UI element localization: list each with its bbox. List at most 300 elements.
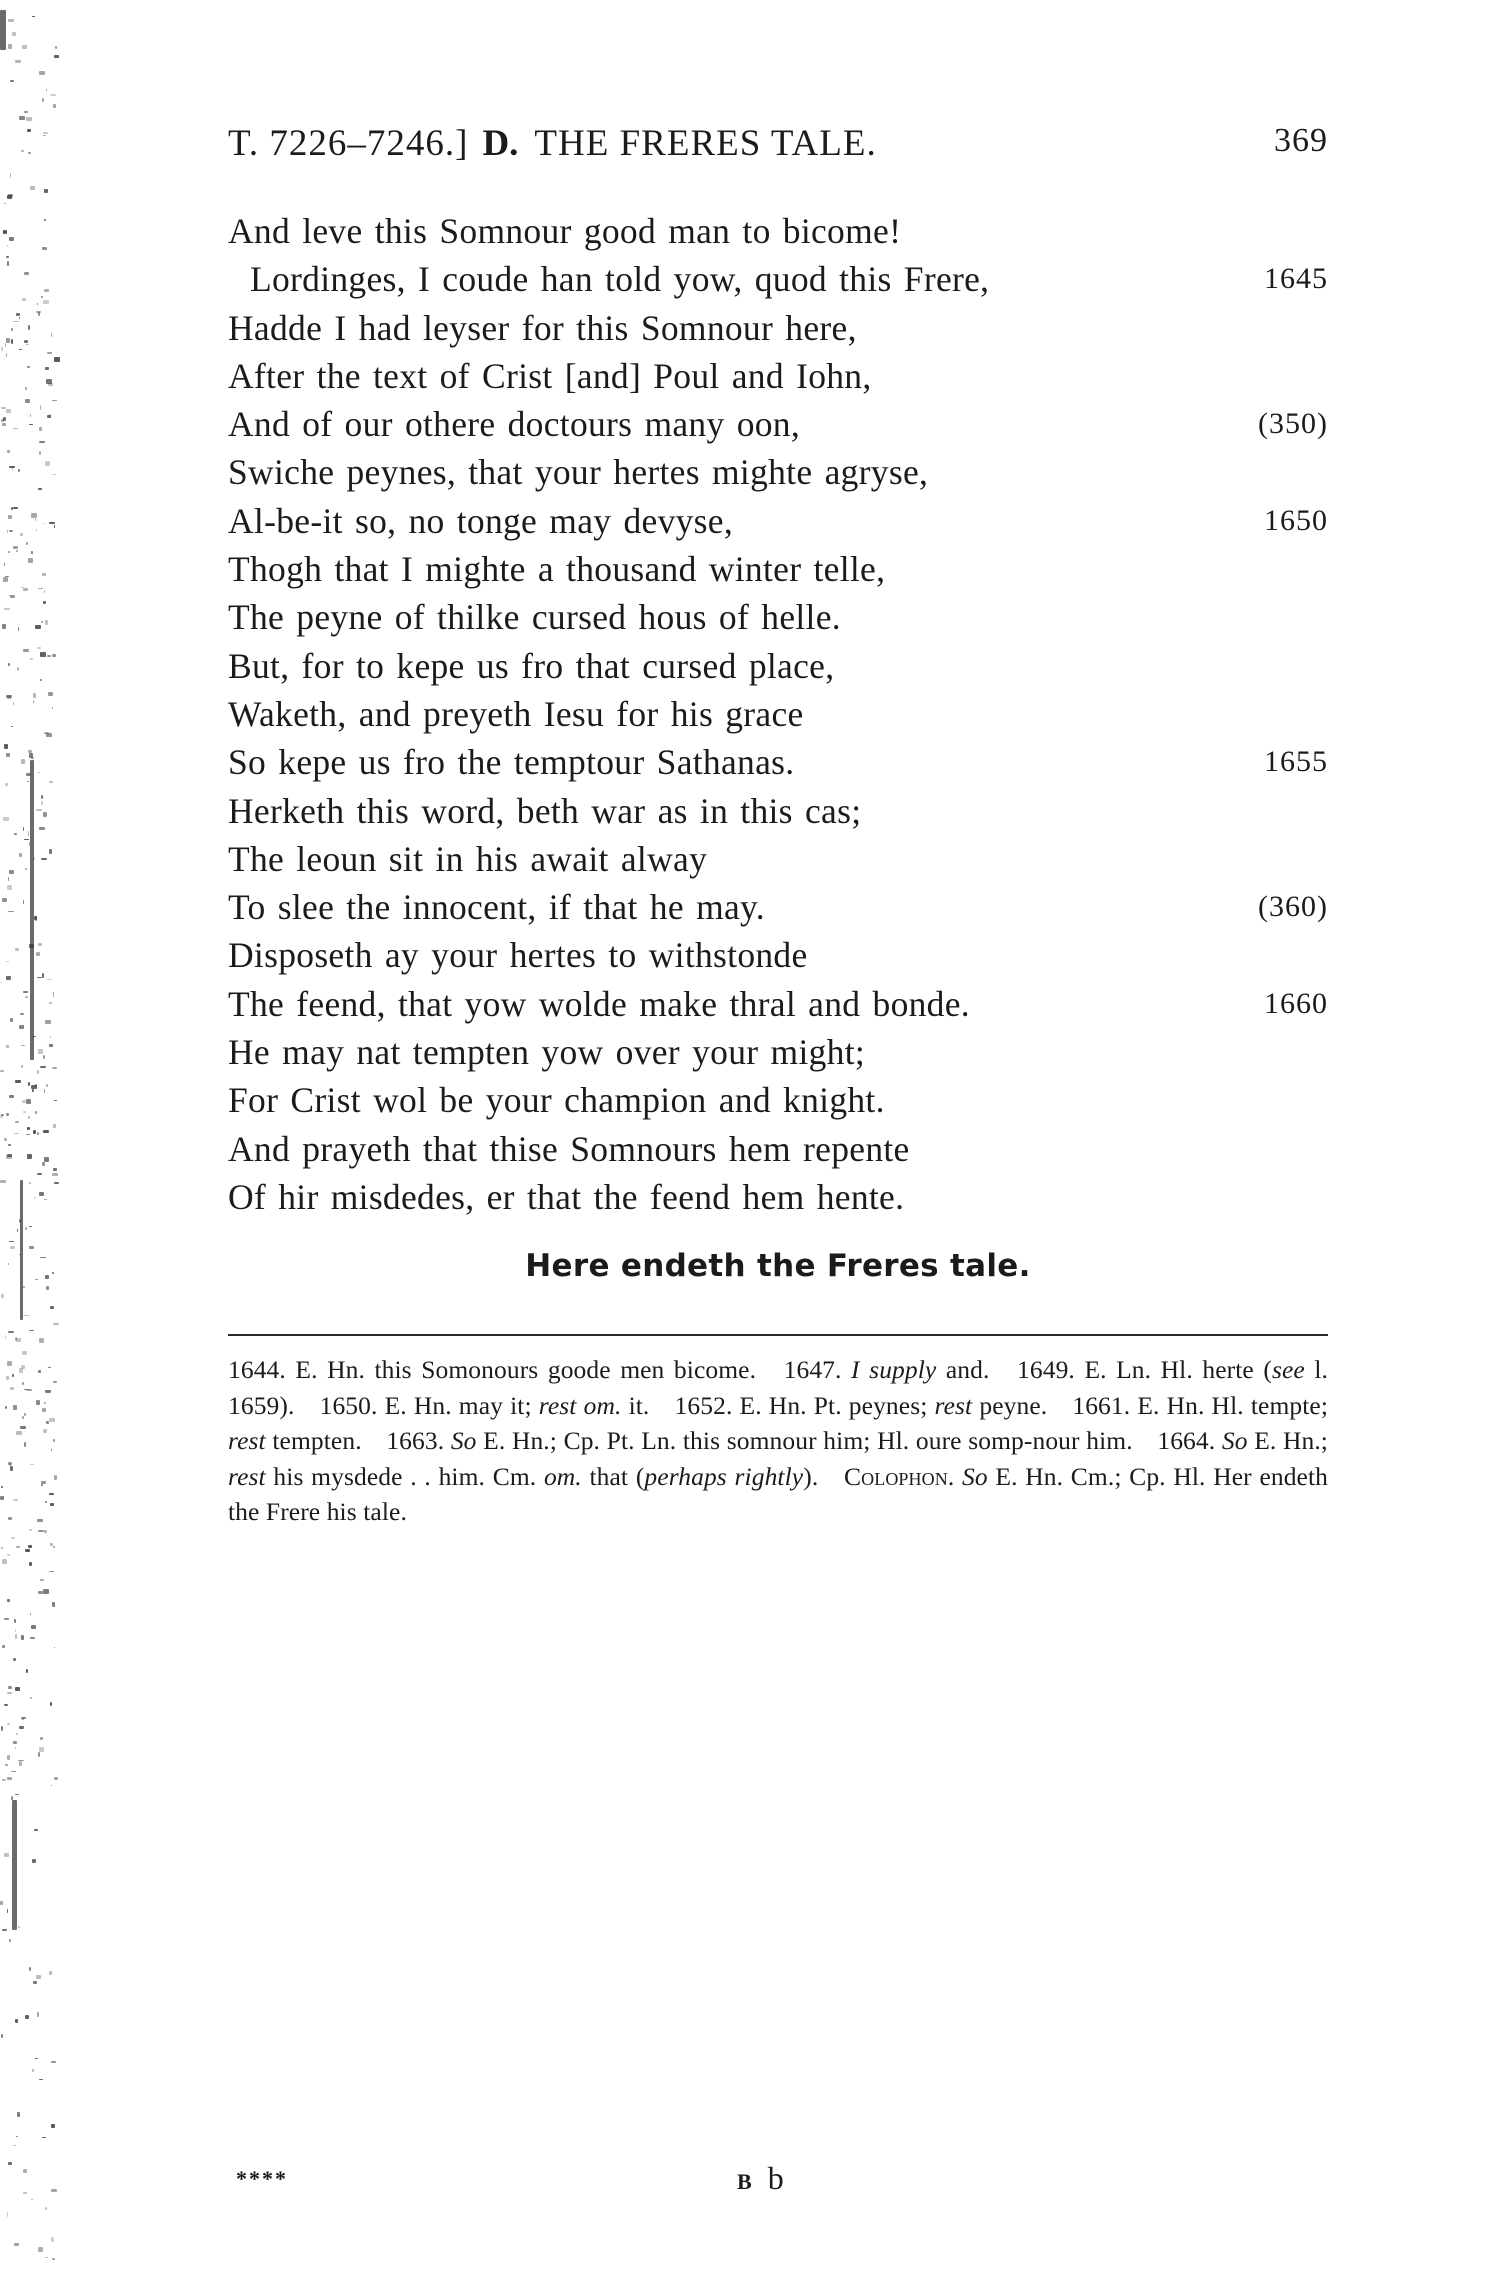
verse-line	[228, 738, 1328, 786]
scan-speck	[32, 16, 35, 17]
verse-text: And leve this Somnour good man to bicome!	[228, 211, 902, 251]
scan-speck	[3, 417, 6, 421]
scan-speck	[47, 415, 51, 418]
scan-speck	[54, 1647, 55, 1648]
scan-speck	[22, 298, 26, 301]
scan-speck	[9, 870, 14, 873]
scan-speck	[44, 1199, 47, 1200]
scan-speck	[7, 1554, 10, 1556]
scan-speck	[21, 759, 26, 764]
scan-speck	[41, 858, 47, 861]
scan-speck	[39, 441, 44, 443]
printer-marks: ****	[236, 2166, 288, 2191]
footnote-text: tempten.	[265, 1426, 362, 1455]
footnote-italic: I supply	[851, 1355, 937, 1384]
scan-speck	[29, 1182, 31, 1185]
scan-speck	[2, 1645, 5, 1648]
scan-speck	[21, 1065, 23, 1067]
scan-speck	[36, 1975, 41, 1979]
scan-speck	[44, 1530, 47, 1533]
scan-speck	[6, 753, 9, 757]
scan-speck	[6, 256, 9, 258]
scan-speck	[30, 1697, 31, 1699]
footnote-italic: So	[450, 1426, 477, 1455]
scan-speck	[41, 296, 43, 298]
footnote-text: 1663.	[386, 1426, 451, 1455]
scan-speck	[29, 1967, 30, 1971]
footnote-italic: rest	[934, 1390, 973, 1420]
scan-speck	[1, 2034, 3, 2038]
scan-speck	[4, 608, 9, 609]
scan-speck	[31, 1625, 36, 1629]
scan-speck	[42, 247, 46, 250]
scan-speck	[26, 344, 29, 345]
footnote-text: that (	[581, 1461, 645, 1491]
scan-speck	[26, 117, 32, 121]
scan-speck	[54, 1777, 58, 1780]
scan-speck	[45, 367, 49, 370]
scan-speck	[6, 353, 7, 357]
verse-text: Hadde I had leyser for this Somnour here,	[228, 307, 857, 348]
scan-speck	[15, 1080, 21, 1083]
scan-speck	[3, 577, 8, 582]
scan-speck	[49, 781, 53, 782]
scan-speck	[30, 658, 33, 660]
scan-speck	[51, 1785, 52, 1786]
scan-speck	[40, 1257, 46, 1259]
scan-speck	[29, 1246, 34, 1250]
scan-speck	[45, 1390, 51, 1392]
scan-speck	[28, 1082, 30, 1086]
scan-speck	[11, 339, 13, 344]
scan-speck	[37, 1173, 41, 1175]
verse-text: Waketh, and preyeth Iesu for his grace	[228, 693, 804, 734]
scan-speck	[39, 1192, 44, 1196]
scan-speck	[7, 1361, 12, 1365]
scan-streak	[12, 1800, 17, 1930]
scan-speck	[46, 733, 51, 737]
verse-text: Lordinges, I coude han told yow, quod this Frere,	[250, 259, 990, 300]
scan-speck	[4, 1138, 7, 1141]
scan-speck	[53, 1124, 57, 1128]
scan-speck	[48, 1367, 51, 1368]
scan-speck	[45, 461, 49, 466]
scan-speck	[33, 1981, 37, 1984]
scan-speck	[29, 1330, 34, 1331]
scan-speck	[43, 135, 47, 137]
scan-speck	[21, 1045, 25, 1046]
scan-speck	[8, 911, 14, 912]
footnote-italic: So	[1221, 1426, 1248, 1455]
verse-text: Disposeth ay your hertes to withstonde	[228, 935, 808, 976]
scan-speck	[52, 654, 56, 657]
scan-speck	[38, 1752, 40, 1756]
scan-speck	[54, 357, 60, 362]
scan-speck	[0, 1070, 4, 1072]
scan-speck	[9, 1241, 14, 1242]
scan-speck	[4, 1618, 9, 1620]
scan-speck	[22, 1416, 24, 1419]
scan-speck	[6, 1113, 8, 1116]
scan-speck	[23, 1286, 25, 1289]
scan-speck	[0, 1496, 4, 1500]
footnote	[320, 1391, 650, 1420]
line-number: (350)	[1258, 407, 1328, 441]
scan-speck	[6, 338, 10, 343]
scan-speck	[7, 1692, 12, 1694]
scan-speck	[36, 529, 37, 532]
scan-speck	[16, 2136, 18, 2137]
scan-speck	[8, 44, 12, 49]
header-section: D.	[482, 123, 519, 164]
scan-speck	[52, 474, 56, 475]
scan-speck	[29, 753, 33, 758]
scan-speck	[7, 1755, 10, 1759]
scan-speck	[52, 2258, 55, 2260]
scan-speck	[54, 1100, 57, 1101]
scan-speck	[43, 412, 44, 413]
scan-speck	[29, 1226, 32, 1227]
scan-speck	[12, 468, 13, 471]
scan-speck	[49, 1002, 52, 1004]
scan-speck	[19, 317, 20, 319]
scan-speck	[19, 853, 22, 856]
scan-speck	[42, 1408, 45, 1412]
scan-speck	[0, 1180, 6, 1183]
scan-speck	[24, 272, 30, 275]
scan-speck	[36, 809, 41, 811]
scan-speck	[8, 551, 10, 553]
colophon: Here endeth the Freres tale.	[525, 1248, 1031, 1284]
scan-speck	[8, 663, 10, 667]
scan-speck	[54, 525, 55, 528]
scan-speck	[31, 513, 37, 517]
scan-speck	[2, 1559, 7, 1564]
scan-speck	[37, 977, 42, 978]
scan-speck	[15, 1629, 17, 1632]
verse-text: But, for to kepe us fro that cursed place,	[228, 645, 835, 686]
scan-speck	[26, 1669, 27, 1674]
scan-speck	[6, 1045, 9, 1048]
footnote-text: 1644. E. Hn. this Somonours goode men bicome.	[228, 1355, 757, 1384]
scan-speck	[46, 1421, 49, 1425]
signature-suffix: b	[767, 2160, 788, 2196]
scan-speck	[43, 812, 46, 816]
footnote-text: .	[947, 1461, 963, 1491]
scan-speck	[38, 1049, 43, 1054]
scan-speck	[38, 772, 40, 773]
verse-line	[228, 448, 1328, 496]
verse-text: He may nat tempten yow over your might;	[228, 1032, 866, 1073]
scan-speck	[19, 349, 22, 350]
scan-speck	[47, 979, 52, 980]
verse-block	[228, 207, 1328, 1221]
scan-speck	[28, 750, 33, 753]
scan-speck	[10, 1387, 14, 1391]
verse-line	[228, 1028, 1328, 1076]
scan-speck	[37, 303, 38, 305]
scan-speck	[16, 313, 19, 316]
scan-speck	[35, 2058, 38, 2059]
scan-speck	[18, 469, 19, 472]
footnotes	[228, 1352, 1328, 1530]
scan-speck	[24, 1413, 26, 1416]
scan-speck	[53, 1381, 57, 1383]
scan-speck	[24, 1442, 25, 1447]
page-footer	[0, 2160, 1508, 2206]
verse-text: Thogh that I mighte a thousand winter telle,	[228, 549, 886, 590]
scan-speck	[3, 230, 7, 233]
scan-speck	[27, 781, 29, 782]
scan-speck	[22, 45, 27, 48]
scan-speck	[28, 152, 30, 155]
verse-line	[228, 787, 1328, 835]
verse-text: After the text of Crist [and] Poul and Iohn,	[228, 355, 872, 396]
scan-speck	[0, 982, 2, 983]
verse-text: For Crist wol be your champion and knight.	[228, 1080, 885, 1121]
verse-text: To slee the innocent, if that he may.	[228, 887, 765, 928]
scan-speck	[41, 795, 43, 799]
scan-speck	[25, 996, 28, 998]
scan-speck	[24, 340, 28, 343]
scan-speck	[40, 679, 42, 681]
scan-speck	[52, 1173, 58, 1176]
scan-speck	[7, 450, 10, 453]
verse-line	[228, 497, 1328, 545]
footnote-text: 1652. E. Hn. Pt. peynes;	[674, 1390, 935, 1420]
scan-speck	[42, 1162, 45, 1165]
scan-speck	[6, 961, 9, 962]
scan-speck	[51, 333, 52, 336]
scan-speck	[27, 1127, 30, 1130]
scan-speck	[2, 898, 8, 903]
footnote	[228, 1355, 756, 1384]
scan-speck	[27, 1389, 31, 1391]
footnote-text: 1647.	[783, 1355, 852, 1384]
scan-speck	[20, 1426, 26, 1428]
scan-speck	[10, 173, 11, 178]
scan-speck	[45, 1275, 50, 1279]
footnote-italic: rest	[228, 1426, 266, 1455]
scan-speck	[10, 595, 15, 598]
scan-speck	[48, 383, 53, 385]
scan-speck	[12, 32, 16, 35]
scan-speck	[13, 1741, 17, 1745]
scan-speck	[35, 1279, 38, 1280]
footnote-italic: perhaps rightly	[644, 1461, 804, 1491]
scan-speck	[23, 991, 28, 993]
scan-speck	[39, 427, 42, 431]
scan-speck	[39, 2079, 43, 2080]
footnote-text: E. Hn. Cm.; Cp. Hl. Her endeth the Frere his tale.	[228, 1461, 1329, 1526]
scan-speck	[53, 1323, 58, 1325]
scan-speck	[16, 1733, 18, 1734]
scan-speck	[28, 558, 33, 562]
scan-speck	[5, 783, 8, 786]
scan-speck	[47, 655, 51, 657]
scan-speck	[51, 2237, 54, 2242]
signature-mark	[737, 2160, 788, 2197]
scan-speck	[22, 1382, 25, 1384]
scan-speck	[7, 245, 9, 247]
scan-speck	[13, 1499, 18, 1501]
scan-speck	[42, 973, 43, 978]
scan-speck	[1, 407, 6, 410]
scan-speck	[43, 601, 45, 605]
scan-speck	[46, 89, 47, 91]
line-number: 1650	[1264, 503, 1328, 537]
footnote-text: l. 1659).	[228, 1355, 1329, 1420]
scan-speck	[29, 424, 33, 426]
verse-text: Of hir misdedes, er that the feend hem hente.	[228, 1176, 905, 1217]
scan-speck	[48, 692, 53, 696]
footnote-text: 1661. E. Hn. Hl. tempte;	[1072, 1390, 1329, 1420]
scan-speck	[8, 1517, 12, 1520]
header-left	[228, 122, 877, 165]
scan-speck	[41, 801, 43, 805]
scan-speck	[27, 366, 30, 368]
footnote-text: 1664.	[1157, 1426, 1222, 1455]
scan-speck	[15, 1634, 17, 1639]
scan-speck	[21, 1635, 23, 1639]
scan-speck	[45, 2257, 49, 2259]
scan-speck	[53, 992, 54, 997]
scan-speck	[6, 976, 12, 980]
scan-speck	[30, 1613, 31, 1615]
scan-speck	[15, 60, 21, 63]
scan-speck	[44, 219, 46, 220]
scan-speck	[49, 1571, 53, 1573]
scan-speck	[25, 868, 27, 870]
scan-speck	[39, 71, 45, 75]
scan-speck	[4, 1704, 8, 1706]
scan-speck	[38, 1370, 41, 1373]
scan-speck	[5, 343, 7, 347]
scan-speck	[33, 1130, 36, 1133]
scan-speck	[39, 1747, 44, 1751]
scan-speck	[15, 1794, 19, 1796]
scan-speck	[30, 1464, 34, 1465]
scan-speck	[44, 189, 48, 193]
scan-speck	[25, 1227, 27, 1230]
verse-text: The peyne of thilke cursed hous of helle.	[228, 597, 841, 638]
scan-speck	[8, 19, 13, 21]
scan-speck	[1, 1547, 3, 1548]
scan-speck	[13, 507, 17, 510]
scan-speck	[28, 1545, 33, 1548]
scan-speck	[8, 877, 10, 882]
scan-speck	[50, 1503, 54, 1506]
scan-speck	[15, 1121, 18, 1122]
scan-speck	[33, 701, 35, 703]
verse-text: Al-be-it so, no tonge may devyse,	[228, 500, 734, 541]
scan-speck	[6, 409, 11, 412]
verse-line	[228, 304, 1328, 352]
scan-speck	[37, 1132, 39, 1135]
footnote-divider	[228, 1334, 1328, 1336]
scan-speck	[44, 1157, 49, 1161]
scan-speck	[27, 129, 31, 132]
scan-speck	[26, 542, 28, 545]
scan-speck	[45, 1020, 51, 1024]
scan-speck	[40, 405, 41, 410]
scan-speck	[53, 1546, 56, 1549]
scan-speck	[19, 1368, 23, 1372]
scan-speck	[36, 311, 42, 313]
scan-speck	[43, 132, 48, 133]
scan-speck	[10, 1018, 12, 1023]
scan-speck	[23, 900, 24, 904]
scan-speck	[42, 98, 45, 102]
scan-speck	[8, 515, 12, 518]
scan-speck	[7, 1599, 10, 1602]
scan-speck	[23, 1111, 26, 1114]
scan-speck	[9, 237, 14, 241]
scan-speck	[32, 1859, 37, 1863]
verse-line	[228, 1125, 1328, 1173]
scan-speck	[54, 55, 59, 57]
verse-text: And prayeth that thise Somnours hem repente	[228, 1128, 910, 1169]
verse-text: So kepe us fro the temptour Sathanas.	[228, 742, 795, 783]
scan-speck	[34, 916, 37, 919]
verse-text: And of our othere doctours many oon,	[228, 404, 801, 445]
scan-speck	[2, 423, 6, 426]
scan-speck	[37, 1070, 38, 1074]
scan-speck	[29, 1529, 32, 1531]
scan-speck	[8, 1331, 14, 1333]
scan-speck	[50, 1702, 51, 1706]
scan-speck	[22, 1351, 27, 1355]
scan-speck	[51, 2061, 56, 2064]
scan-speck	[14, 1133, 19, 1134]
verse-line	[228, 593, 1328, 641]
scan-speck	[44, 289, 49, 293]
line-number: 1655	[1264, 745, 1328, 779]
scan-speck	[39, 451, 41, 455]
scan-speck	[52, 707, 53, 709]
scan-speck	[53, 104, 56, 108]
scan-speck	[49, 1493, 54, 1496]
scan-speck	[36, 952, 40, 957]
scan-speck	[55, 46, 57, 49]
scan-speck	[17, 1229, 18, 1233]
page-number: 369	[1274, 122, 1328, 159]
scan-speck	[52, 1067, 57, 1068]
scan-speck	[10, 1466, 13, 1471]
scan-speck	[2, 1929, 8, 1931]
scan-speck	[13, 321, 18, 322]
scan-speck	[9, 1095, 14, 1098]
scan-speck	[35, 1084, 37, 1087]
verse-line	[228, 545, 1328, 593]
scan-speck	[26, 1134, 30, 1135]
scan-speck	[8, 1263, 10, 1264]
line-number: (360)	[1258, 890, 1328, 924]
scan-speck	[34, 1829, 38, 1832]
scan-speck	[13, 2145, 16, 2146]
scan-speck	[7, 695, 11, 699]
scan-speck	[13, 546, 18, 550]
scan-speck	[8, 1686, 12, 1689]
footnote-text: ).	[803, 1461, 819, 1491]
scan-speck	[54, 1475, 57, 1480]
scan-speck	[42, 573, 45, 576]
footnote	[784, 1355, 990, 1384]
scan-speck	[52, 1272, 54, 1273]
scan-speck	[26, 1099, 31, 1104]
scan-speck	[52, 400, 58, 401]
scan-speck	[43, 1130, 49, 1133]
